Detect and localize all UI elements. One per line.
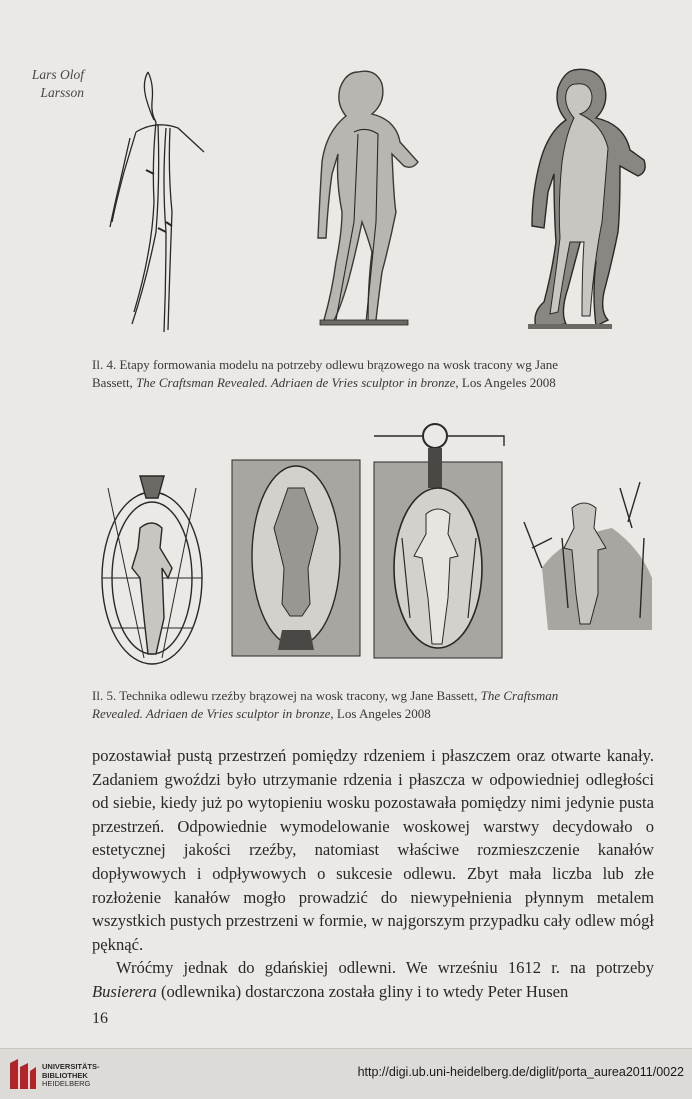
library-name-line1: UNIVERSITÄTS- bbox=[42, 1062, 100, 1071]
paragraph-2-italic-term: Busierera bbox=[92, 981, 157, 1001]
body-paragraph-2 bbox=[92, 956, 654, 1003]
fig4-caption-author: Bassett, bbox=[92, 375, 137, 390]
fig4-caption-place: , Los Angeles 2008 bbox=[455, 375, 556, 390]
fig5-caption-place: , Los Angeles 2008 bbox=[330, 706, 431, 721]
fig5-caption-title-part1: The Craftsman bbox=[480, 688, 559, 703]
library-name bbox=[42, 1063, 100, 1089]
fig4-caption-title: The Craftsman Revealed. Adriaen de Vries sculptor in bronze bbox=[136, 375, 456, 390]
paragraph-2-start: Wróćmy jednak do gdańskiej odlewni. We wrześniu 1612 r. na potrzeby bbox=[116, 958, 654, 978]
author-last-name: Larsson bbox=[40, 85, 84, 100]
author-first-name: Lars Olof bbox=[31, 67, 84, 82]
footer-bar bbox=[0, 1048, 692, 1099]
core-drawing bbox=[318, 71, 418, 325]
library-name-line3: HEIDELBERG bbox=[42, 1079, 91, 1088]
figure-4-caption bbox=[92, 356, 632, 392]
figure-5-illustration bbox=[92, 418, 657, 670]
fig4-caption-line1: Il. 4. Etapy formowania modelu na potrzeby odlewu brązowego na wosk tracony wg Jane bbox=[92, 357, 559, 372]
body-paragraph-1: pozostawiał pustą przestrzeń pomiędzy rdzeniem i płaszczem oraz otwarte kanały. Zadaniem gwoździ było utrzymanie rdzenia i płaszcza w odpowiedniej odległości od siebie, kiedy już po wytopieniu wosku pozostawała pomiędzy nimi jedynie pusta przestrzeń. Odpowiednie wymodelowanie woskowej warstwy decydowało o estetycznej jakości rzeźby, natomiast właściwe rozmieszczenie kanałów dopływowych i odpływowych o sukcesie odlewu. Zbyt mała liczba lub złe rozłożenie kanałów mogło prowadzić do niewypełnienia płynnym metalem wszystkich pustych przestrzeni w formie, w najgorszym przypadku cały odlew mógł pęknąć. bbox=[92, 746, 654, 954]
fig5-caption-prefix: Il. 5. Technika odlewu rzeźby brązowej na wosk tracony, wg Jane Bassett, bbox=[92, 688, 481, 703]
running-head-author bbox=[6, 66, 84, 102]
body-text bbox=[92, 744, 654, 1004]
figure-4-illustration bbox=[96, 62, 656, 344]
fig5-caption-title-part2: Revealed. Adriaen de Vries sculptor in bronze bbox=[92, 706, 331, 721]
mold-panel-2 bbox=[232, 460, 360, 656]
figure-5-caption bbox=[92, 687, 632, 723]
armature-drawing bbox=[110, 72, 204, 332]
source-url[interactable]: http://digi.ub.uni-heidelberg.de/diglit/porta_aurea2011/0022 bbox=[357, 1065, 684, 1079]
wax-layer-drawing bbox=[528, 69, 645, 329]
university-library-logo-icon bbox=[8, 1057, 38, 1091]
library-name-line2: BIBLIOTHEK bbox=[42, 1070, 88, 1080]
page-number: 16 bbox=[92, 1010, 108, 1027]
paragraph-2-end: (odlewnika) dostarczona została gliny i to wtedy Peter Husen bbox=[156, 981, 569, 1001]
